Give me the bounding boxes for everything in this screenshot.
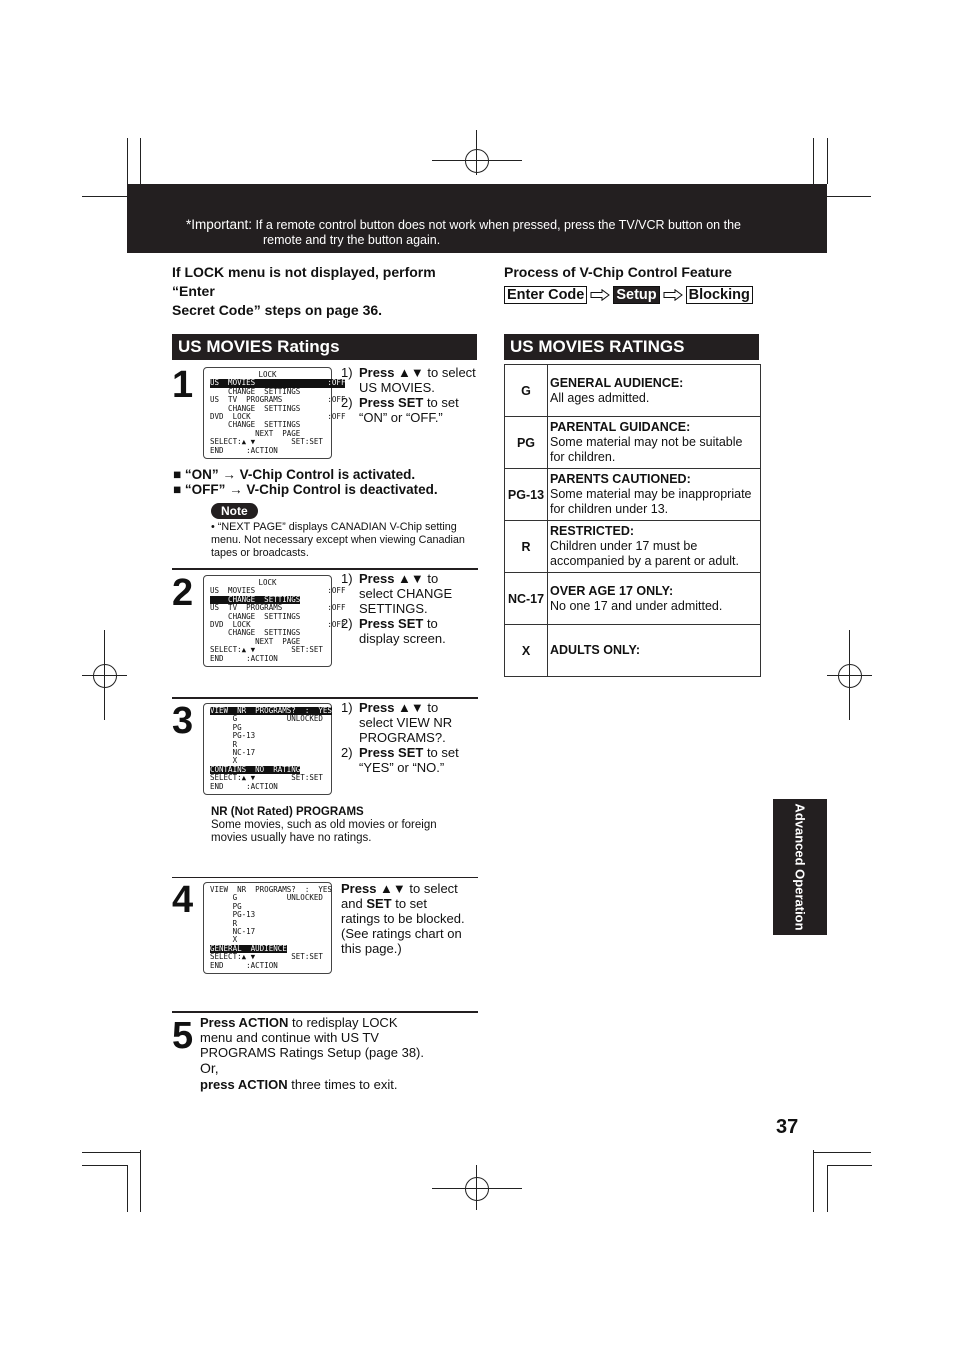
osd-line: PG-13 [210,731,256,741]
instr-text: “ON” or “OFF.” [359,410,443,425]
osd-line: DVD LOCK :OFF [210,619,346,629]
instr-text: to [423,700,439,715]
osd-line: SELECT:▲ ▼ SET:SET [210,437,323,447]
crop-mark [813,1150,814,1212]
instr-bold: Press ACTION [200,1015,289,1030]
table-row [505,365,761,417]
registration-mark [476,1165,477,1210]
instr-text: to redisplay LOCK [288,1015,398,1030]
instr-bold: Press ▲▼ [359,365,424,380]
rating-title: GENERAL AUDIENCE: [550,375,684,390]
instr-text: to [423,571,439,586]
ratings-table [504,364,761,677]
table-row [505,521,761,573]
osd-line: R [210,739,238,749]
osd-line: G UNLOCKED [210,714,323,724]
on-legend: ■ “ON” → V-Chip Control is activated. [173,467,416,482]
osd-line: CHANGE SETTINGS [210,611,301,621]
osd-line-highlighted: CONTAINS NO RATING [210,764,301,774]
osd-line: X [210,935,238,945]
instr-num: 1) [341,365,353,380]
osd-line: VIEW NR PROGRAMS? : YES [210,885,332,894]
osd-line: END :ACTION [210,445,278,455]
instr-num: 2) [341,395,353,410]
instr-text: SETTINGS. [359,601,428,616]
rating-description: All ages admitted. [550,390,650,405]
rating-title: OVER AGE 17 ONLY: [550,583,674,598]
osd-line: LOCK [258,578,277,587]
step-5-number: 5 [172,1015,194,1057]
osd-line: US MOVIES :OFF [210,586,346,596]
note-text: • “NEXT PAGE” displays CANADIAN V-Chip setting menu. Not necessary except when viewing Canadian tapes or broadcasts. [211,521,465,559]
registration-mark [104,630,105,720]
step-divider [172,568,478,570]
instr-bold: Press ▲▼ [359,571,424,586]
osd-line: PG-13 [210,910,256,920]
crop-mark [827,138,828,184]
instr-text: to set [423,395,459,410]
rating-description: Some material may be inappropriate for children under 13. [550,487,752,516]
process-step-setup: Setup [613,286,659,304]
intro-line-1: If LOCK menu is not displayed, perform “Enter [172,264,436,299]
instr-bold: Press SET [359,616,424,631]
rating-title: PARENTS CAUTIONED: [550,472,691,486]
osd-line: US TV PROGRAMS :OFF [210,395,346,405]
table-row [505,573,761,625]
instr-text: ratings to be blocked. [341,911,465,926]
rating-code: G [505,365,548,417]
instr-text: select VIEW NR [359,715,453,730]
osd-line: CHANGE SETTINGS [210,386,301,396]
rating-title: RESTRICTED: [550,524,635,538]
osd-line: CHANGE SETTINGS [210,628,301,638]
osd-line: NC-17 [210,747,256,757]
important-line-1: If a remote control button does not work when pressed, press the TV/VCR button on the [255,218,741,232]
instr-text: US MOVIES. [359,380,435,395]
crop-mark [827,1165,828,1212]
instr-text: and [341,896,367,911]
instr-or: Or, [200,1060,219,1076]
crop-mark [82,1152,140,1153]
osd-line: SELECT:▲ ▼ SET:SET [210,645,323,655]
nr-programs-note [211,806,476,845]
osd-line: END :ACTION [210,960,278,970]
osd-line: R [210,918,238,928]
instr-bold: Press ▲▼ [359,700,424,715]
step-4-instructions [341,881,481,956]
rating-code: PG [505,417,548,469]
osd-line: DVD LOCK :OFF [210,411,346,421]
osd-line: G UNLOCKED [210,893,323,903]
osd-line: PG [210,901,242,911]
side-tab-label: Advanced Operation [792,803,808,931]
instr-num: 2) [341,616,353,631]
osd-line: CHANGE SETTINGS [210,403,301,413]
instr-text: (See ratings chart on [341,926,462,941]
instr-num: 1) [341,700,353,715]
rating-description: No one 17 and under admitted. [550,598,723,613]
step-1-instructions [341,365,481,425]
crop-mark [127,138,128,184]
instr-text: PROGRAMS Ratings Setup (page 38). [200,1045,424,1060]
registration-mark [465,1177,489,1201]
off-legend: ■ “OFF” → V-Chip Control is deactivated. [173,482,438,497]
instr-bold: Press ▲▼ [341,881,406,896]
rating-code: PG-13 [505,469,548,521]
registration-mark [432,1188,522,1189]
instr-num: 1) [341,571,353,586]
registration-mark [93,664,117,688]
instr-bold: Press SET [359,745,424,760]
registration-mark [476,130,477,175]
step-1-number: 1 [172,364,194,406]
osd-line-highlighted: CHANGE SETTINGS [210,594,301,604]
process-title: Process of V-Chip Control Feature [504,264,732,280]
important-note [186,217,806,248]
rating-description: Children under 17 must be accompanied by a parent or adult. [550,539,740,568]
osd-line: SELECT:▲ ▼ SET:SET [210,952,323,962]
crop-mark [127,1165,128,1212]
registration-mark [465,149,489,173]
intro-text [172,263,482,320]
registration-mark [838,664,862,688]
osd-screen-step-1 [203,367,346,459]
osd-line: NEXT PAGE [210,428,301,438]
rating-title: ADULTS ONLY: [550,643,641,657]
instr-bold: Press SET [359,395,424,410]
osd-line-highlighted: VIEW NR PROGRAMS? : YES [210,706,332,715]
instr-text: to set [423,745,459,760]
instr-text: to set [391,896,428,911]
page-number: 37 [776,1116,799,1138]
instr-text: display screen. [359,631,446,646]
crop-mark [140,1150,141,1212]
osd-line-highlighted: US MOVIES :OFF [210,378,346,388]
instr-num: 2) [341,745,353,760]
osd-line: SELECT:▲ ▼ SET:SET [210,773,323,783]
process-flow [504,286,753,304]
step-5-instructions [200,1015,480,1092]
rating-code: X [505,625,548,677]
rating-code: NC-17 [505,573,548,625]
osd-line: NC-17 [210,926,256,936]
crop-mark [813,1152,871,1153]
instr-text: menu and continue with US TV [200,1030,379,1045]
osd-line-highlighted: GENERAL AUDIENCE [210,943,287,953]
step-2-number: 2 [172,572,194,614]
table-row [505,469,761,521]
registration-mark [849,630,850,720]
step-divider [172,697,478,699]
step-divider [172,877,478,878]
important-label: *Important: [186,217,253,232]
osd-line: US TV PROGRAMS :OFF [210,603,346,613]
right-section-title: US MOVIES RATINGS [504,334,759,360]
crop-mark [82,1165,127,1166]
osd-line: END :ACTION [210,781,278,791]
registration-mark [432,160,522,161]
note-label: Note [211,503,258,519]
step-4-number: 4 [172,879,194,921]
osd-line: CHANGE SETTINGS [210,420,301,430]
nr-text: Some movies, such as old movies or foreign movies usually have no ratings. [211,819,437,844]
rating-description: Some material may not be suitable for children. [550,435,743,464]
arrow-right-icon [590,289,610,301]
nr-title: NR (Not Rated) PROGRAMS [211,806,364,818]
on-off-legend [173,467,438,497]
crop-mark [827,1165,872,1166]
instr-text: “YES” or “NO.” [359,760,445,775]
osd-line: LOCK [258,370,277,379]
instr-text: three times to exit. [287,1077,398,1092]
instr-text: to [423,616,438,631]
instr-text: select CHANGE [359,586,453,601]
osd-line: PG [210,722,242,732]
process-step-enter-code: Enter Code [504,286,587,304]
left-section-title: US MOVIES Ratings [172,334,477,360]
rating-code: R [505,521,548,573]
instr-text: this page.) [341,941,402,956]
important-line-2: remote and try the button again. [263,233,441,247]
osd-screen-step-2 [203,575,346,667]
rating-title: PARENTAL GUIDANCE: [550,420,691,434]
instr-text: to select [405,881,458,896]
step-3-instructions [341,700,481,775]
arrow-right-icon [663,289,683,301]
osd-screen-step-3 [203,703,332,795]
instr-text: to select [423,365,476,380]
osd-line: NEXT PAGE [210,636,301,646]
osd-screen-step-4 [203,882,332,974]
osd-line: END :ACTION [210,653,278,663]
table-row [505,417,761,469]
process-step-blocking: Blocking [686,286,753,304]
instr-text: PROGRAMS?. [359,730,446,745]
step-2-instructions [341,571,481,646]
intro-line-2: Secret Code” steps on page 36. [172,302,383,318]
osd-line: X [210,756,238,766]
table-row [505,625,761,677]
step-3-number: 3 [172,700,194,742]
instr-bold: press ACTION [200,1077,288,1092]
instr-bold: SET [366,896,392,911]
step-divider [172,1011,478,1013]
